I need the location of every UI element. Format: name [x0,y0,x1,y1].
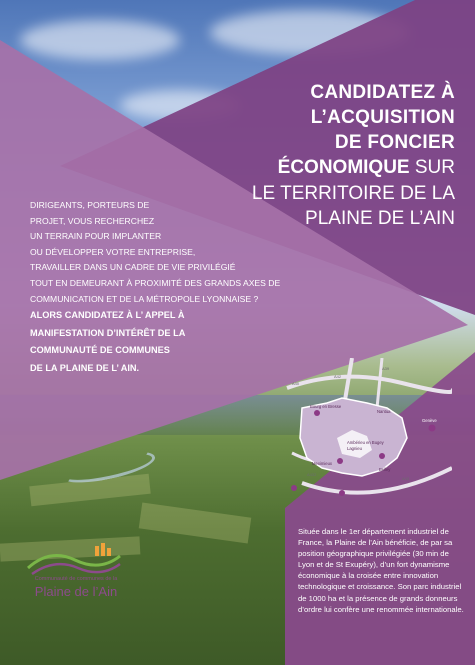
map-label: Belley [379,467,391,472]
intro-line: UN TERRAIN POUR IMPLANTER [30,231,162,242]
headline-line: LE TERRITOIRE DE LA [251,183,455,204]
map-label: Lagnieu [347,446,362,451]
intro-line: TRAVAILLER DANS UN CADRE DE VIE PRIVILÉGIÉ [30,262,236,273]
description-paragraph: Située dans le 1er département industriel de France, la Plaine de l’Ain bénéficie, de par sa position géographique privilégiée (30 min de Lyon et de St Exupéry), d’un fort dynamisme économique à la croisée entre innovation technologique et croissance. Son parc industriel de 1000 ha et la présence de grands donneurs d’ordre lui confère une renommée internationale. [298,527,464,614]
logo-subtitle: Communauté de communes de la [34,576,118,582]
road-label: A39 [382,366,390,371]
intro-line: TOUT EN DEMEURANT À PROXIMITÉ DES GRANDS AXES DE [30,277,281,288]
map-marker [337,458,343,464]
call-to-action [30,307,260,377]
logo-building-icon [95,546,99,556]
map-marker [291,485,297,491]
map-marker [314,410,320,416]
road-label: A42 [334,374,342,379]
intro-line: PROJET, VOUS RECHERCHEZ [30,215,155,226]
road-label: A43 [402,476,410,481]
intro-line: DIRIGEANTS, PORTEURS DE [30,200,150,210]
logo-wave-icon [32,564,120,574]
intro-line: COMMUNICATION ET DE LA MÉTROPOLE LYONNAISE ? [30,293,259,304]
intro-line: OU DÉVELOPPER VOTRE ENTREPRISE, [30,246,196,257]
headline-line: L’ACQUISITION [310,107,455,128]
headline-line: CANDIDATEZ À [310,82,455,103]
logo-building-icon [101,543,105,556]
map-label: Meximieux [312,461,333,466]
map-label: Bourg en Bresse [310,404,342,409]
cta-line: MANIFESTATION D’INTÉRÊT DE LA [30,327,186,338]
headline-line: DE FONCIER [334,132,455,153]
map-marker [339,490,345,496]
cta-line: COMMUNAUTÉ DE COMMUNES [30,345,170,355]
headline-light: SUR [409,157,455,178]
map-marker [429,425,436,432]
road-a40 [287,377,452,392]
logo-name: Plaine de l’Ain [34,584,118,599]
road-label: A432 [307,472,317,477]
map-label: Genève [422,418,437,423]
map-marker [379,453,385,459]
cta-line: ALORS CANDIDATEZ À L’ APPEL À [30,310,185,320]
headline-line: PLAINE DE L’AIN [305,208,455,229]
road-label: A40 [292,381,300,386]
cta-line: DE LA PLAINE DE L’ AIN. [30,362,140,373]
map-label: Ambérieu en Bugey [347,440,384,445]
territory-map [282,358,452,508]
logo-building-icon [107,548,111,556]
intro-paragraph [30,198,300,307]
map-label: Nantua [377,409,391,414]
headline-bold: ÉCONOMIQUE [277,157,410,178]
